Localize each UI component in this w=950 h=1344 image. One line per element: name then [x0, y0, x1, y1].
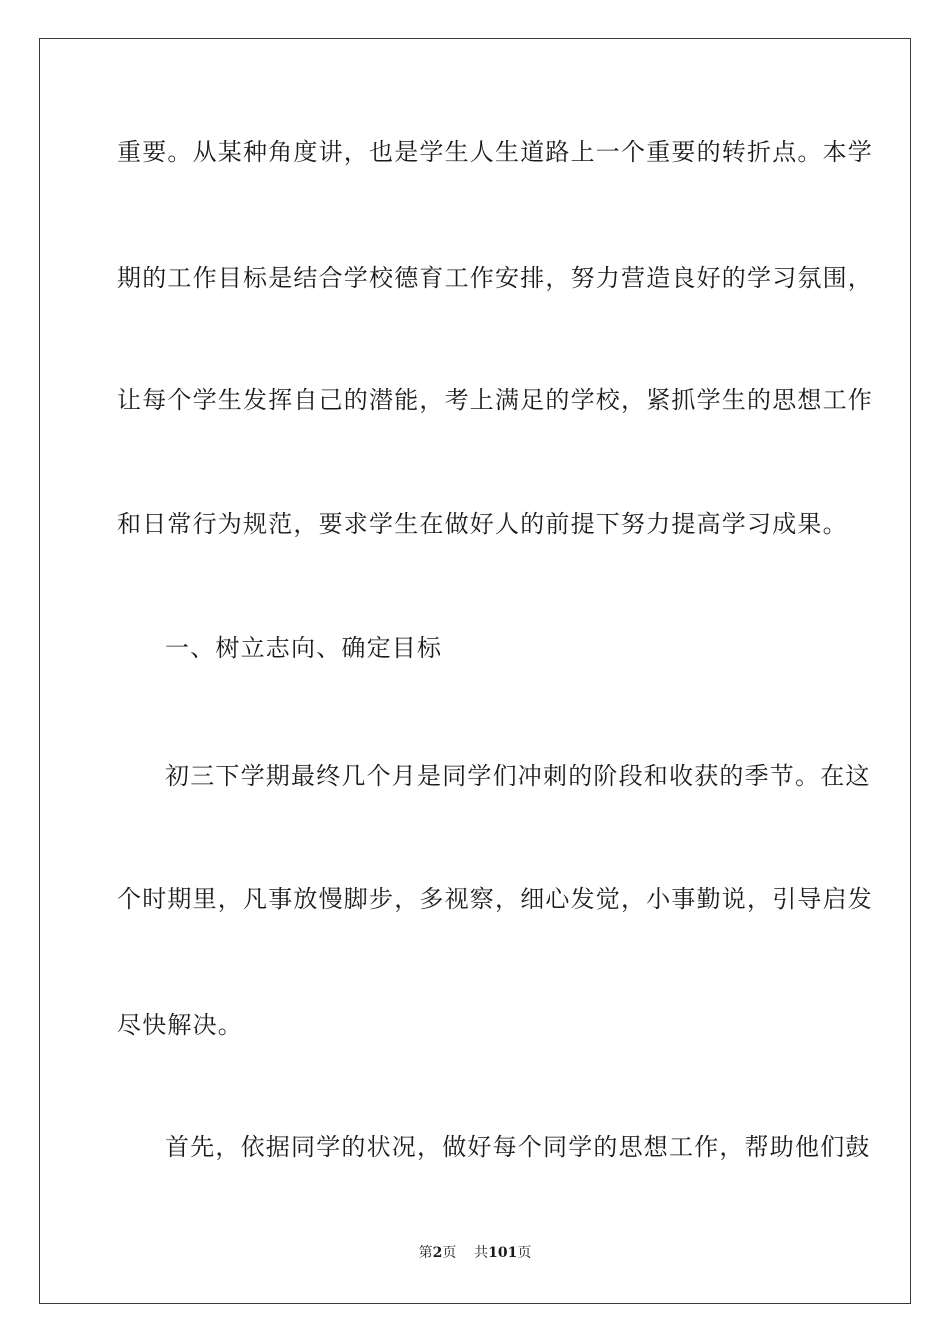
body-line-5: 初三下学期最终几个月是同学们冲刺的阶段和收获的季节。在这: [165, 762, 871, 790]
body-line-3: 让每个学生发挥自己的潜能，考上满足的学校，紧抓学生的思想工作: [117, 386, 873, 414]
page-suffix: 页: [442, 1245, 457, 1261]
total-suffix: 页: [517, 1245, 532, 1261]
page-border: [39, 38, 911, 1304]
total-prefix: 共: [474, 1245, 489, 1261]
section-heading: 一、树立志向、确定目标: [165, 634, 443, 662]
body-line-6: 个时期里，凡事放慢脚步，多视察，细心发觉，小事勤说，引导启发: [117, 885, 873, 913]
page-number: 2: [432, 1245, 443, 1261]
body-line-1: 重要。从某种角度讲，也是学生人生道路上一个重要的转折点。本学: [117, 138, 873, 166]
body-line-4: 和日常行为规范，要求学生在做好人的前提下努力提高学习成果。: [117, 510, 848, 538]
total-pages: 101: [488, 1245, 518, 1261]
page-prefix: 第: [418, 1245, 433, 1261]
body-line-2: 期的工作目标是结合学校德育工作安排，努力营造良好的学习氛围，: [117, 264, 873, 292]
body-line-7: 尽快解决。: [117, 1011, 243, 1039]
page-footer: [0, 1244, 950, 1262]
body-line-8: 首先，依据同学的状况，做好每个同学的思想工作，帮助他们鼓: [165, 1133, 871, 1161]
